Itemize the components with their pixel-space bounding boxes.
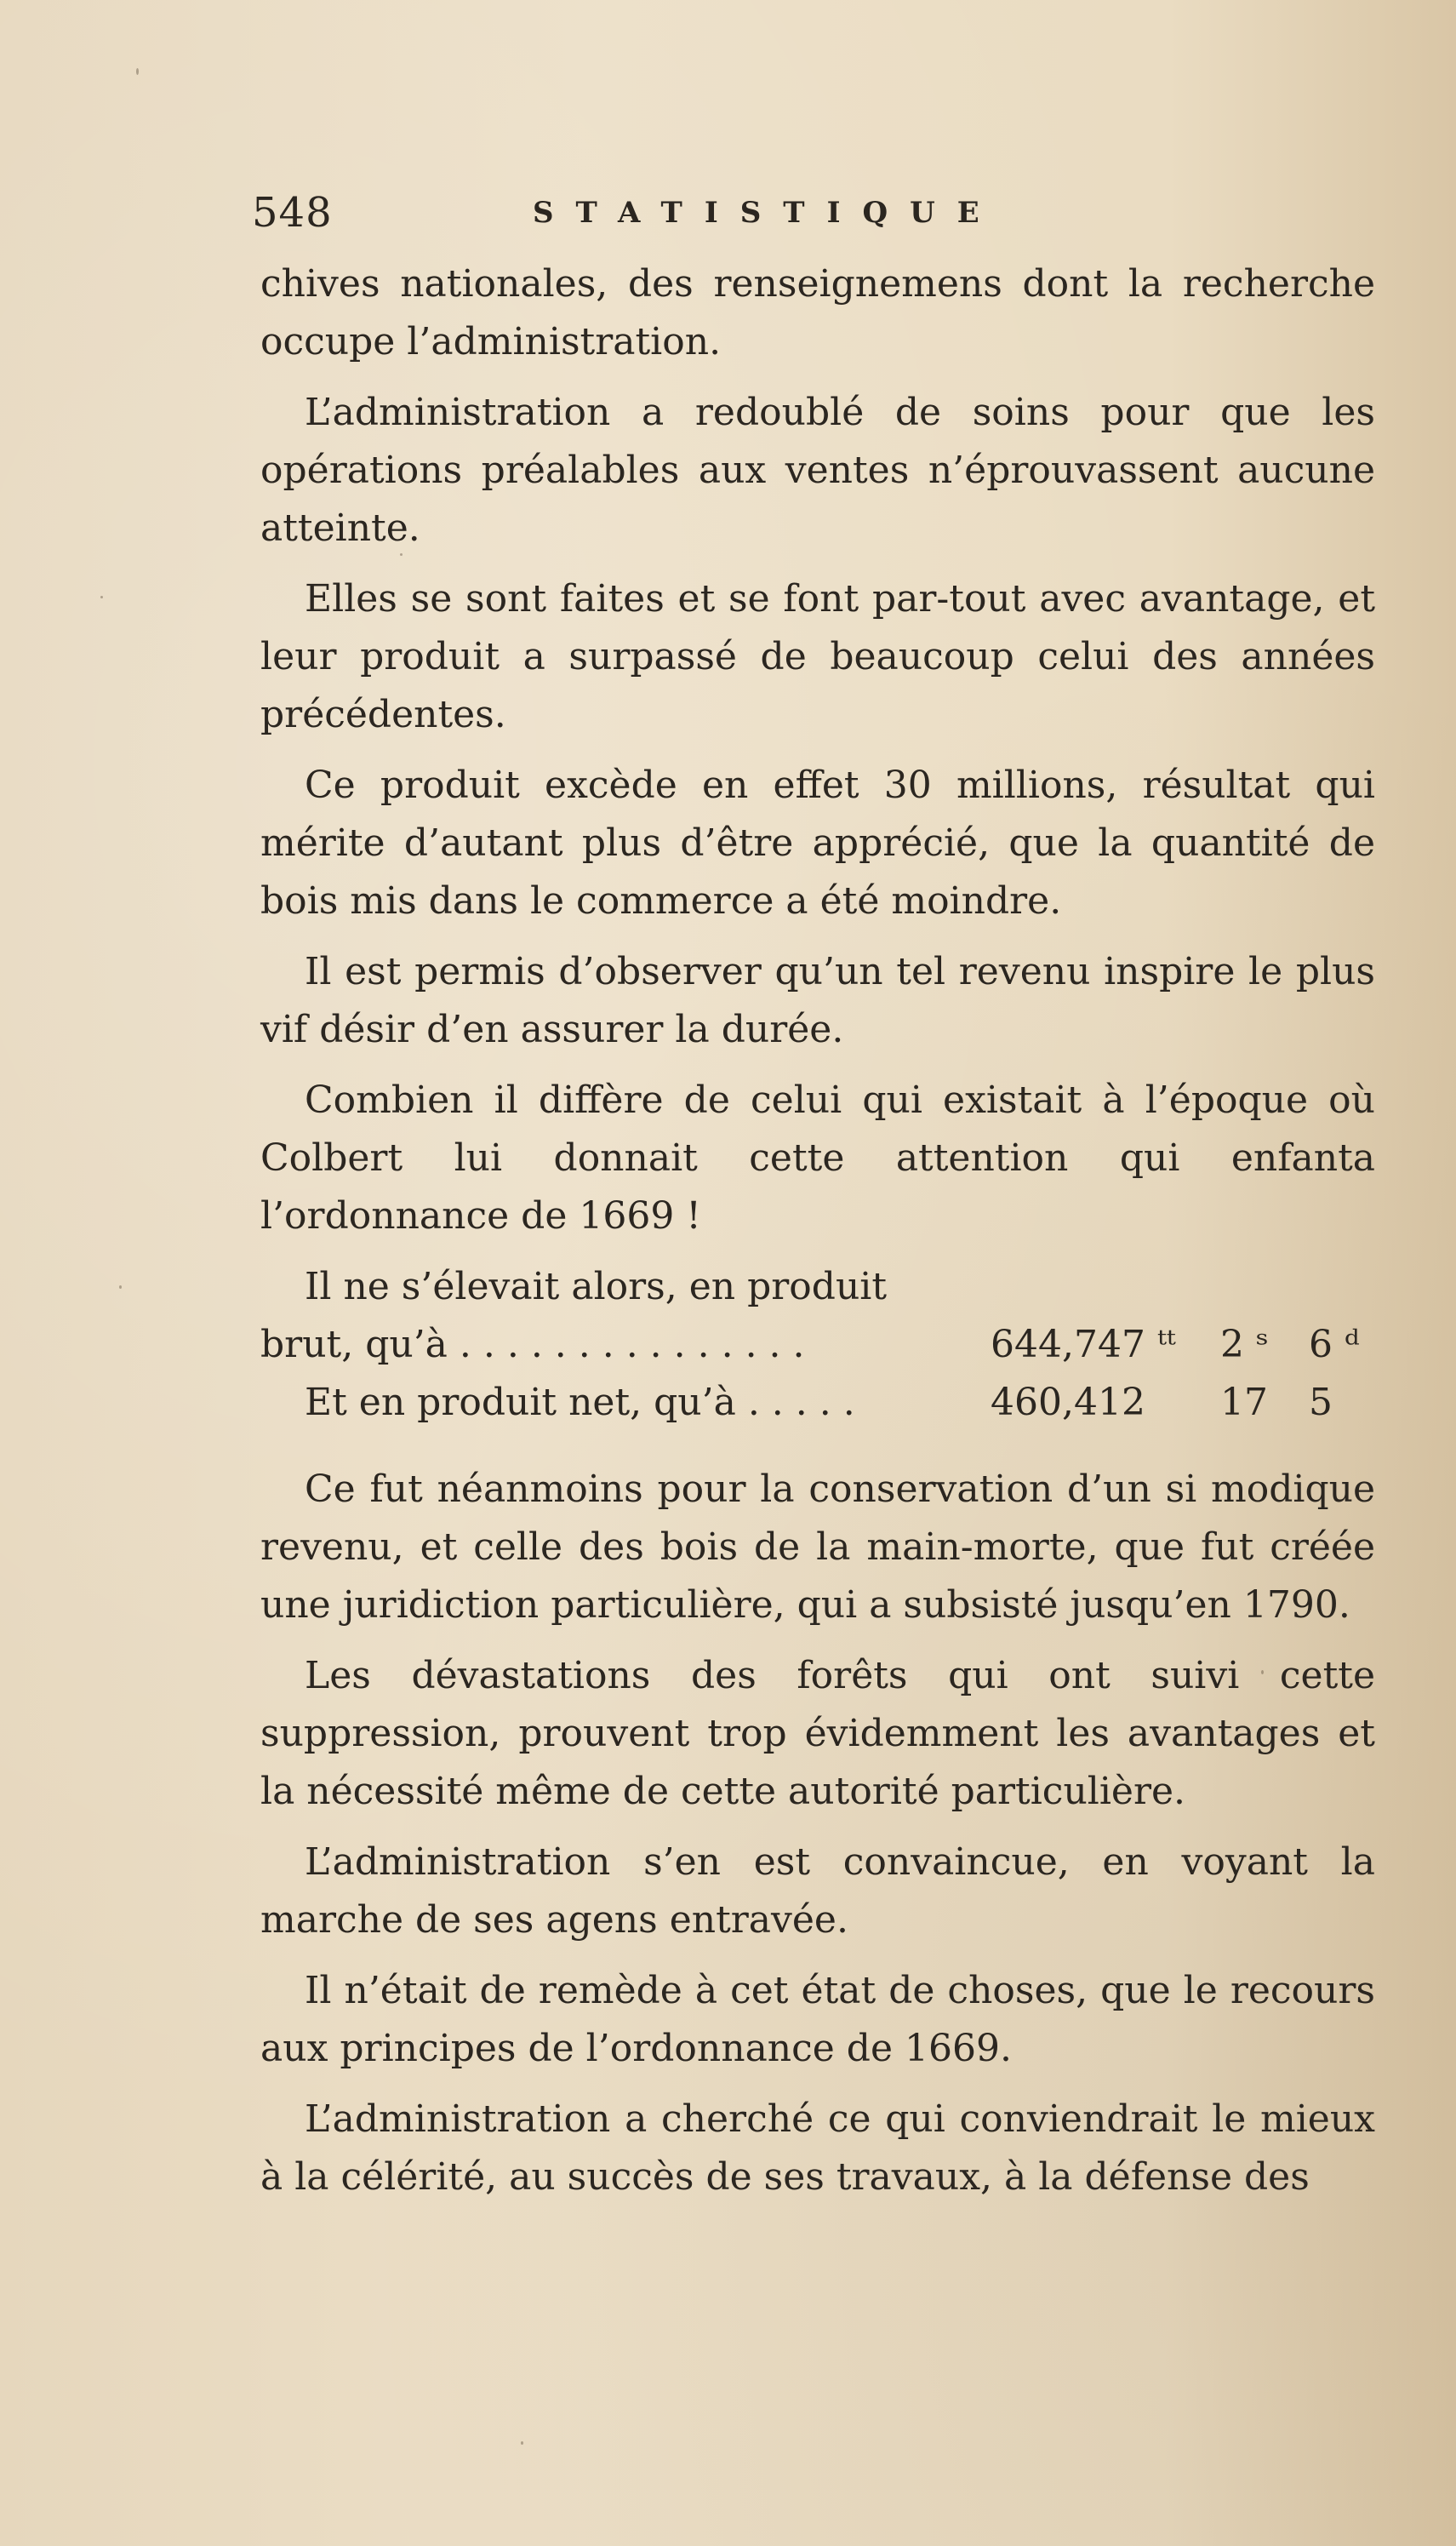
paragraph: Les dévastations des forêts qui ont suivi cette suppression, prouvent trop évidemment les avantages et la nécessité même de cette autorité particulière. — [260, 1654, 1375, 1813]
ledger-row — [260, 1316, 1375, 1374]
ledger-row-label: Et en produit net, qu’à . . . . . — [305, 1381, 855, 1424]
ledger-gap — [260, 1432, 1375, 1461]
ledger-row-amount: 460,412 — [991, 1381, 1145, 1424]
paragraphs-after — [260, 1461, 1375, 2206]
paragraph: Ce fut néanmoins pour la conservation d’un si modique revenu, et celle des bois de la main-morte, que fut créée une juridiction particulière, qui a subsisté jusqu’en 1790. — [260, 1468, 1375, 1627]
ledger-intro — [260, 1258, 1375, 1316]
page-header — [252, 189, 1384, 240]
paragraph: Il est permis d’observer qu’un tel revenu inspire le plus vif désir d’en assurer la durée. — [260, 950, 1375, 1051]
paragraph: L’administration s’en est convaincue, en voyant la marche de ses agens entravée. — [260, 1840, 1375, 1942]
paragraph: chives nationales, des renseignemens dont la recherche occupe l’administration. — [260, 262, 1375, 363]
ledger-row-deniers: 6 ᵈ — [1309, 1323, 1360, 1366]
paragraph: L’administration a cherché ce qui conviendrait le mieux à la célérité, au succès de ses travaux, à la défense des — [260, 2097, 1375, 2199]
paragraph: Il n’était de remède à cet état de choses, que le recours aux principes de l’ordonnance de 1669. — [260, 1969, 1375, 2070]
paragraphs-before — [260, 255, 1375, 1245]
ledger-row-amount: 644,747 ᵗᵗ — [991, 1323, 1176, 1366]
paragraph: Elles se sont faites et se font par-tout avec avantage, et leur produit a surpassé de beaucoup celui des années précédentes. — [260, 577, 1375, 736]
ledger-row-sous: 2 ˢ — [1220, 1323, 1269, 1366]
paragraph: L’administration a redoublé de soins pour que les opérations préalables aux ventes n’éprouvassent aucune atteinte. — [260, 391, 1375, 550]
ledger-row-sous: 17 — [1220, 1381, 1268, 1424]
ledger-intro-text: Il ne s’élevait alors, en produit — [305, 1265, 888, 1308]
paragraph: Ce produit excède en effet 30 millions, résultat qui mérite d’autant plus d’être apprécié, que la quantité de bois mis dans le commerce a été moindre. — [260, 764, 1375, 923]
page-number: 548 — [252, 189, 333, 237]
body-text — [260, 255, 1375, 2219]
paragraph: Combien il diffère de celui qui existait à l’époque où Colbert lui donnait cette attention qui enfanta l’ordonnance de 1669 ! — [260, 1078, 1375, 1238]
ledger-row-deniers: 5 — [1309, 1381, 1333, 1424]
ledger-rows — [260, 1316, 1375, 1432]
revenue-ledger — [260, 1258, 1375, 1432]
running-head: STATISTIQUE — [533, 196, 1002, 230]
ledger-row — [260, 1374, 1375, 1432]
ledger-row-label: brut, qu’à . . . . . . . . . . . . . . . — [260, 1323, 805, 1366]
